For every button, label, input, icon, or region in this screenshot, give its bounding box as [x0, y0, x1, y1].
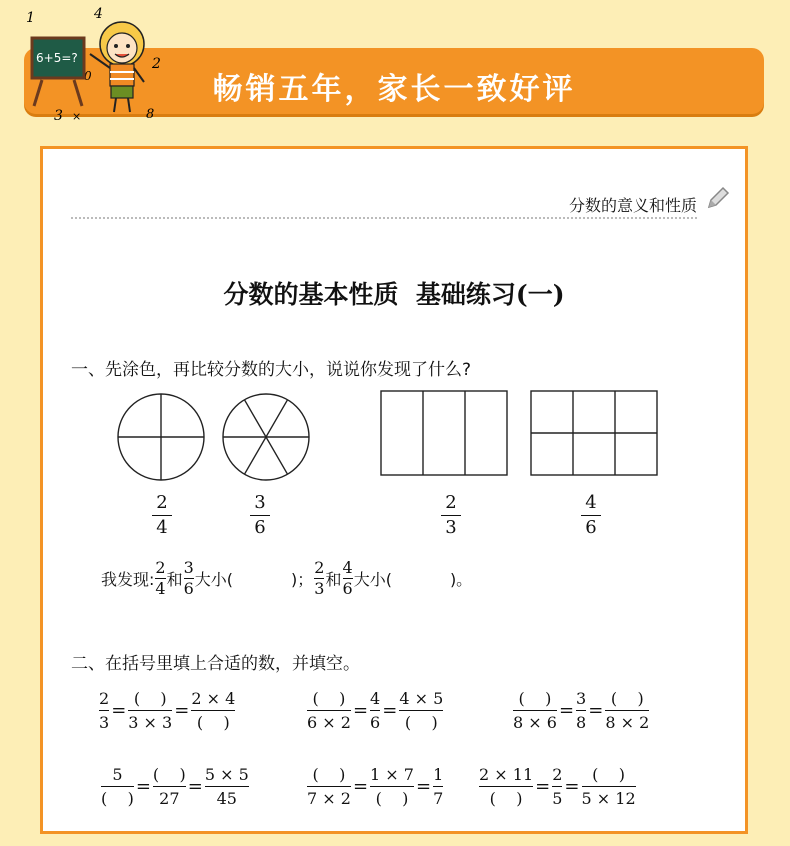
fraction-term: 2 5: [552, 765, 563, 809]
circle-sixths[interactable]: [218, 389, 314, 485]
fraction-term[interactable]: 2 × 4 ( ): [191, 689, 236, 733]
header-divider: [71, 217, 697, 219]
equation-row: 5 ( ) = ( ) 27 = 5 × 5 45: [101, 765, 249, 809]
equation-row: 2 3 = ( ) 3 × 3 = 2 × 4 ( ): [99, 689, 236, 733]
fraction-term: 4 6: [370, 689, 381, 733]
fraction-term[interactable]: ( ) 8 × 2: [605, 689, 650, 733]
circle-quarters[interactable]: [113, 389, 209, 485]
fraction-label: 2 3: [441, 493, 461, 538]
fraction-term[interactable]: 4 × 5 ( ): [399, 689, 444, 733]
equation-row: ( ) 8 × 6 = 3 8 = ( ) 8 × 2: [513, 689, 650, 733]
fraction-term: 2 3: [99, 689, 110, 733]
section-tag: 分数的意义和性质: [568, 196, 697, 215]
fraction-term[interactable]: ( ) 6 × 2: [307, 689, 351, 733]
doodle-digit-1: 1: [26, 10, 35, 26]
fraction-term[interactable]: ( ) 27: [152, 765, 186, 809]
blackboard-text: 6+5=?: [36, 51, 78, 65]
doodle-digit-0: 0: [84, 69, 92, 83]
equation-row: 2 × 11 ( ) = 2 5 = ( ) 5 × 12: [479, 765, 636, 809]
rect-thirds[interactable]: [380, 390, 510, 478]
finding-sentence: 我发现: 2 4 和 3 6 大小( )； 2 3 和 4 6 大小( )。: [101, 558, 473, 599]
worksheet-title: 分数的基本性质 基础练习(一): [223, 280, 565, 309]
equation-row: ( ) 6 × 2 = 4 6 = 4 × 5 ( ): [307, 689, 444, 733]
fraction-term[interactable]: ( ) 3 × 3: [128, 689, 173, 733]
fraction-term[interactable]: 2 × 11 ( ): [479, 765, 534, 809]
fraction-term: 5 × 5 45: [204, 765, 249, 809]
pencil-icon: [705, 185, 731, 211]
fraction-term[interactable]: 1 × 7 ( ): [370, 765, 414, 809]
banner-title: 畅销五年，家长一致好评: [212, 72, 576, 107]
doodle-digit-4: 4: [94, 6, 103, 22]
fraction-term: 1 7: [433, 765, 444, 809]
q1-prompt: 一、先涂色，再比较分数的大小，说说你发现了什么?: [71, 360, 472, 380]
fraction-term[interactable]: 5 ( ): [101, 765, 134, 809]
fraction-term[interactable]: ( ) 7 × 2: [307, 765, 351, 809]
fraction-label: 4 6: [581, 493, 601, 538]
fraction-term[interactable]: ( ) 8 × 6: [513, 689, 557, 733]
doodle-digit-2: 2: [152, 56, 161, 72]
rect-sixths[interactable]: [530, 390, 660, 478]
fraction-label: 2 4: [152, 493, 172, 538]
doodle-times: ×: [72, 110, 82, 123]
doodle-digit-8: 8: [146, 107, 155, 122]
fraction-term[interactable]: ( ) 5 × 12: [581, 765, 636, 809]
fraction-label: 3 6: [250, 493, 270, 538]
doodle-digit-3: 3: [54, 108, 63, 124]
worksheet-panel: [40, 146, 748, 834]
cartoon-boy-blackboard-illustration: [14, 2, 164, 124]
fraction-term: 3 8: [576, 689, 587, 733]
equation-row: ( ) 7 × 2 = 1 × 7 ( ) = 1 7: [307, 765, 444, 809]
q2-prompt: 二、在括号里填上合适的数，并填空。: [71, 654, 360, 674]
